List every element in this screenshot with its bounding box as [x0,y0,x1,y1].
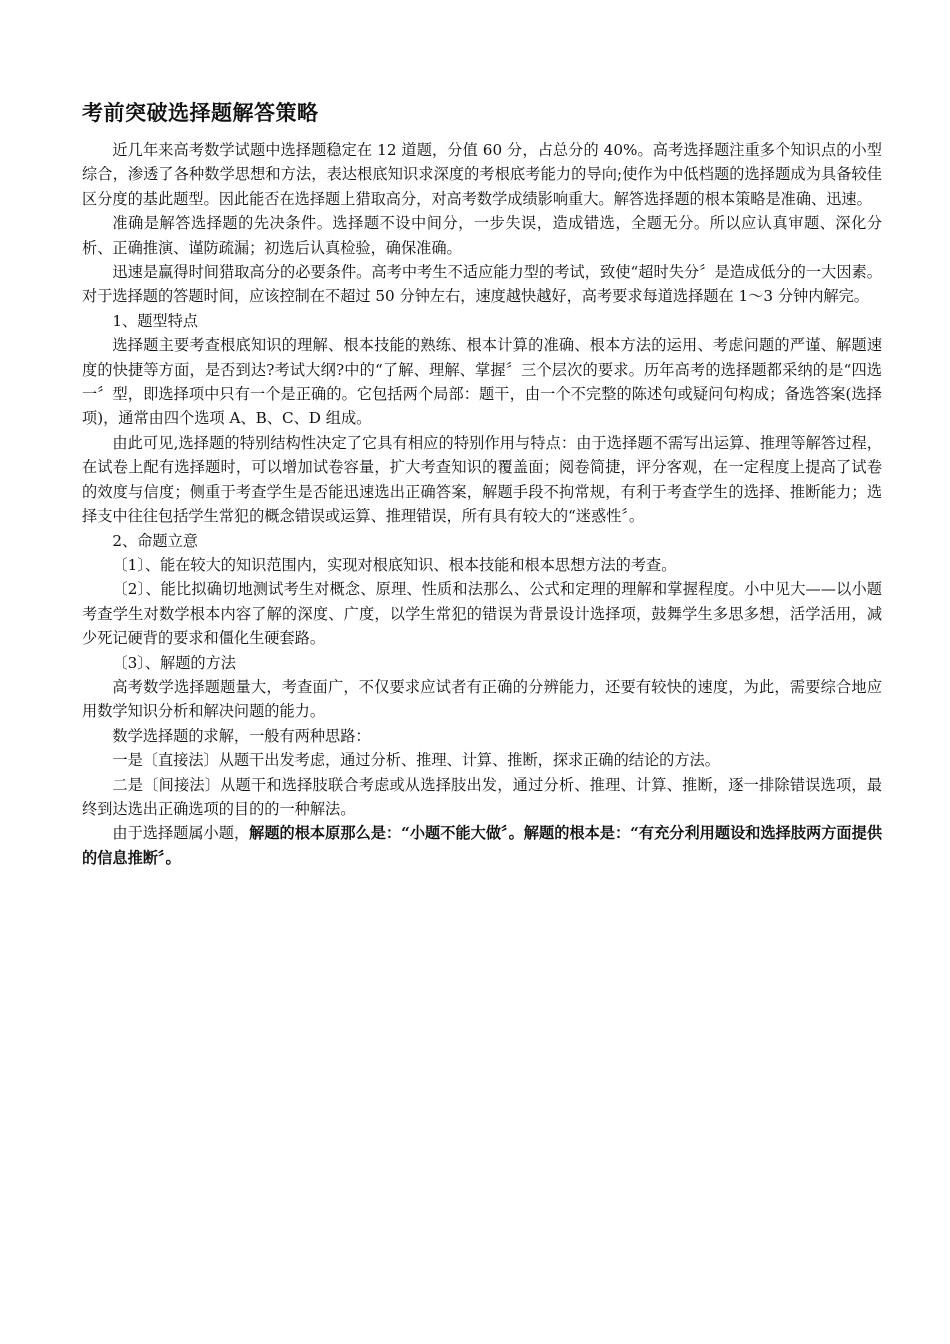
paragraph-intent-1: 〔1〕、能在较大的知识范围内，实现对根底知识、根本技能和根本思想方法的考查。 [112,555,677,574]
section-heading-intent: 2、命题立意 [112,531,198,550]
section-heading-methods: 〔3〕、解题的方法 [112,653,236,672]
paragraph-indirect-method: 二是〔间接法〕从题干和选择肢联合考虑或从选择肢出发，通过分析、推理、计算、推断，逐一排除错误选项，最终到达选出正确选项的目的的一种解法。 [82,775,882,818]
paragraph-speed: 迅速是赢得时间猎取高分的必要条件。高考中考生不适应能力型的考试，致使“超时失分〞是造成低分的一大因素。对于选择题的答题时间，应该控制在不超过 50 分钟左右，速度越快越好，高考要求每道选择题在 1～3 分钟内解完。 [82,263,882,306]
conclusion-lead: 由于选择题属小题， [112,824,250,843]
paragraph-intro: 近几年来高考数学试题中选择题稳定在 12 道题，分值 60 分，占总分的 40%。高考选择题注重多个知识点的小型综合，渗透了各种数学思想和方法，表达根底知识求深度的考根底考能力的导向;使作为中低档题的选择题成为具备较佳区分度的基此题型。因此能否在选择题上猎取高分，对高考数学成绩影响重大。解答选择题的根本策略是准确、迅速。 [82,141,882,208]
paragraph-methods: 高考数学选择题题量大，考查面广，不仅要求应试者有正确的分辨能力，还要有较快的速度，为此，需要综合地应用数学知识分析和解决问题的能力。 [82,677,882,721]
paragraph-structure: 由此可见,选择题的特别结构性决定了它具有相应的特别作用与特点：由于选择题不需写出运算、推理等解答过程，在试卷上配有选择题时，可以增加试卷容量，扩大考查知识的覆盖面；阅卷简捷，评分客观，在一定程度上提高了试卷的效度与信度；侧重于考查学生是否能迅速选出正确答案，解题手段不拘常规，有利于考查学生的选择、推断能力；选择支中往往包括学生常犯的概念错误或运算、推理错误，所有具有较大的“迷惑性〞。 [82,433,882,526]
paragraph-intent-2: 〔2〕、能比拟确切地测试考生对概念、原理、性质和法那么、公式和定理的理解和掌握程度。小中见大——以小题考查学生对数学根本内容了解的深度、广度，以学生常犯的错误为背景设计选择项，鼓舞学生多思多想，活学活用，减少死记硬背的要求和僵化生硬套路。 [82,580,882,648]
paragraph-two-approaches: 数学选择题的求解，一般有两种思路： [112,726,371,745]
section-heading-question-features: 1、题型特点 [112,311,198,330]
document-page [82,98,882,870]
document-title: 考前突破选择题解答策略 [82,101,319,125]
paragraph-features: 选择题主要考查根底知识的理解、根本技能的熟练、根本计算的准确、根本方法的运用、考虑问题的严谨、解题速度的快捷等方面，是否到达?考试大纲?中的“了解、理解、掌握〞三个层次的要求。历年高考的选择题都采纳的是“四选一〞型，即选择项中只有一个是正确的。它包括两个局部：题干，由一个不完整的陈述句或疑问句构成；备选答案(选择项)，通常由四个选项 A、B、C、D 组成。 [82,336,882,428]
paragraph-conclusion [82,821,882,870]
paragraph-accuracy: 准确是解答选择题的先决条件。选择题不设中间分，一步失误，造成错选，全题无分。所以应认真审题、深化分析、正确推演、谨防疏漏；初选后认真检验，确保准确。 [82,214,882,257]
paragraph-direct-method: 一是〔直接法〕从题干出发考虑，通过分析、推理、计算、推断，探求正确的结论的方法。 [112,751,720,770]
conclusion-bold: 解题的根本原那么是：“小题不能大做〞。解题的根本是：“有充分利用题设和选择肢两方面提供的信息推断〞。 [82,824,883,867]
